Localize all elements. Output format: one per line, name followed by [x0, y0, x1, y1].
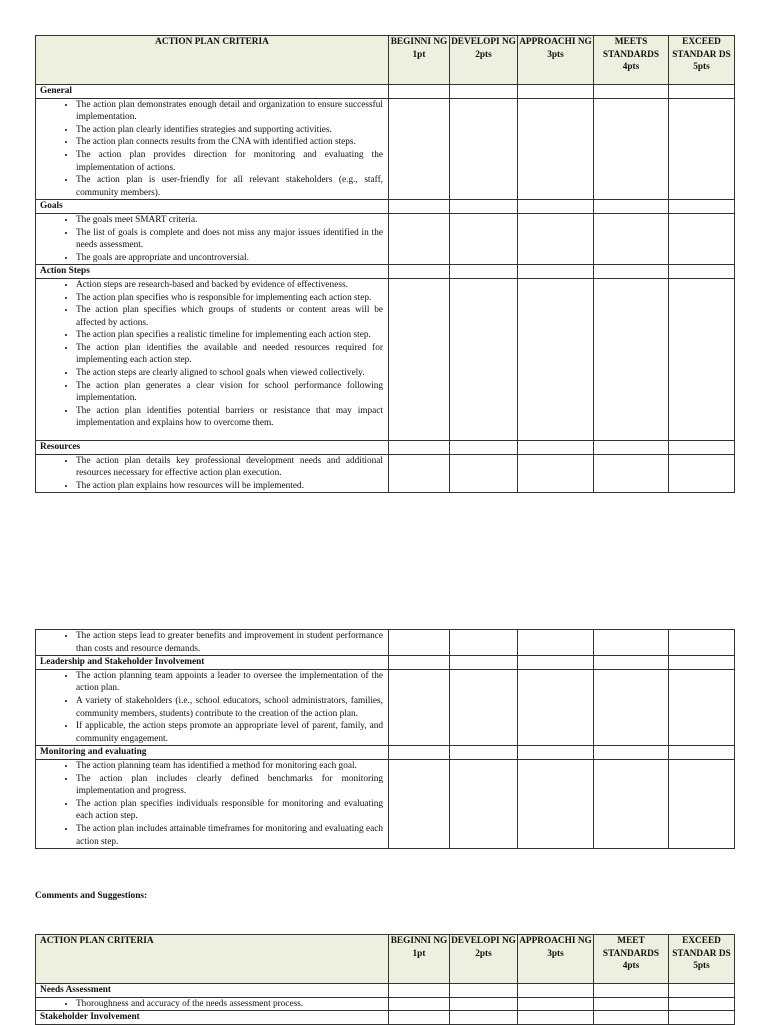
criterion-item: • The action plan identifies potential barriers or resistance that may impact implementation and explains how to overcome them. [76, 405, 383, 430]
developing-header: DEVELOPI NG 2pts [450, 935, 518, 984]
criterion-item: • The action planning team appoints a leader to oversee the implementation of the action plan. [76, 670, 383, 695]
section-title: Goals [36, 200, 389, 214]
items-row-resources [36, 454, 735, 493]
criteria-list [36, 455, 388, 493]
section-row-goals [36, 200, 735, 214]
score-cell[interactable] [669, 278, 735, 440]
score-cell[interactable] [669, 759, 735, 848]
score-cell[interactable] [389, 441, 450, 455]
section-title: Needs Assessment [36, 984, 389, 998]
criterion-item: • The action plan includes attainable timeframes for monitoring and evaluating each action step. [76, 823, 383, 848]
approaching-header: APPROACHI NG 3pts [518, 36, 594, 85]
meets-header: MEETS STANDARDS 4pts [594, 36, 669, 85]
header-row [36, 36, 735, 85]
criteria-header: ACTION PLAN CRITERIA [36, 935, 389, 984]
rubric-table-page3 [35, 934, 735, 1025]
score-cell[interactable] [669, 1011, 735, 1025]
section-title: Leadership and Stakeholder Involvement [36, 656, 389, 670]
score-cell[interactable] [450, 984, 518, 998]
score-cell[interactable] [518, 1011, 594, 1025]
section-row-general [36, 85, 735, 99]
criterion-item: • Action steps are research-based and backed by evidence of effectiveness. [76, 279, 383, 292]
score-cell[interactable] [389, 669, 450, 746]
score-cell[interactable] [450, 669, 518, 746]
score-cell[interactable] [594, 454, 669, 493]
score-cell[interactable] [389, 265, 450, 279]
score-cell[interactable] [450, 656, 518, 670]
criterion-item: • The goals meet SMART criteria. [76, 214, 383, 227]
criterion-item: • The action plan clearly identifies strategies and supporting activities. [76, 124, 383, 137]
criterion-item: • The action plan explains how resources will be implemented. [76, 480, 383, 493]
criterion-item: • A variety of stakeholders (i.e., school educators, school administrators, families, community members, students) contribute to the creation of the action plan. [76, 695, 383, 720]
score-cell[interactable] [389, 278, 450, 440]
score-cell[interactable] [389, 213, 450, 264]
section-row-resources [36, 441, 735, 455]
score-cell[interactable] [518, 98, 594, 200]
criterion-item: • The action plan includes clearly defined benchmarks for monitoring implementation and progress. [76, 773, 383, 798]
rubric-table-page1 [35, 35, 735, 493]
criterion-item: • The action plan specifies who is responsible for implementing each action step. [76, 292, 383, 305]
score-cell[interactable] [450, 98, 518, 200]
items-row-leadership [36, 669, 735, 746]
score-cell[interactable] [450, 213, 518, 264]
score-cell[interactable] [669, 454, 735, 493]
criterion-item: • The list of goals is complete and does not miss any major issues identified in the needs assessment. [76, 227, 383, 252]
score-cell[interactable] [669, 265, 735, 279]
score-cell[interactable] [389, 746, 450, 760]
score-cell[interactable] [518, 441, 594, 455]
criterion-item: • The action plan connects results from the CNA with identified action steps. [76, 136, 383, 149]
score-cell[interactable] [389, 1011, 450, 1025]
score-cell[interactable] [389, 85, 450, 99]
beginning-header: BEGINNI NG 1pt [389, 935, 450, 984]
criterion-item: • The action plan demonstrates enough detail and organization to ensure successful implementation. [76, 99, 383, 124]
criteria-list [36, 630, 388, 655]
criterion-item: • The action plan details key professional development needs and additional resources necessary for effective action plan execution. [76, 455, 383, 480]
score-cell[interactable] [518, 278, 594, 440]
section-row-needs [36, 984, 735, 998]
score-cell[interactable] [669, 984, 735, 998]
score-cell[interactable] [450, 997, 518, 1011]
score-cell[interactable] [594, 656, 669, 670]
criterion-item: • The action plan identifies the available and needed resources required for implementing each action step. [76, 342, 383, 367]
meets-header: MEET STANDARDS 4pts [594, 935, 669, 984]
score-cell[interactable] [450, 441, 518, 455]
score-cell[interactable] [669, 213, 735, 264]
criterion-item: • Thoroughness and accuracy of the needs assessment process. [76, 998, 383, 1011]
criterion-item: • The action plan provides direction for monitoring and evaluating the implementation of actions. [76, 149, 383, 174]
section-title: Resources [36, 441, 389, 455]
score-cell[interactable] [450, 1011, 518, 1025]
score-cell[interactable] [389, 984, 450, 998]
score-cell[interactable] [669, 656, 735, 670]
items-row-monitoring [36, 759, 735, 848]
score-cell[interactable] [450, 746, 518, 760]
exceeds-header: EXCEED STANDAR DS 5pts [669, 935, 735, 984]
score-cell[interactable] [518, 630, 594, 656]
comments-label: Comments and Suggestions: [35, 891, 148, 901]
score-cell[interactable] [518, 984, 594, 998]
approaching-header: APPROACHI NG 3pts [518, 935, 594, 984]
score-cell[interactable] [594, 997, 669, 1011]
section-title: Monitoring and evaluating [36, 746, 389, 760]
score-cell[interactable] [518, 200, 594, 214]
score-cell[interactable] [594, 278, 669, 440]
score-cell[interactable] [594, 85, 669, 99]
score-cell[interactable] [450, 85, 518, 99]
score-cell[interactable] [518, 669, 594, 746]
score-cell[interactable] [594, 200, 669, 214]
score-cell[interactable] [518, 454, 594, 493]
criterion-item: • The action plan specifies which groups of students or content areas will be affected by actions. [76, 304, 383, 329]
criteria-header: ACTION PLAN CRITERIA [36, 36, 389, 85]
rubric-table-page2 [35, 629, 735, 849]
section-row-leadership [36, 656, 735, 670]
score-cell[interactable] [669, 85, 735, 99]
criteria-list [36, 99, 388, 200]
developing-header: DEVELOPI NG 2pts [450, 36, 518, 85]
score-cell[interactable] [389, 200, 450, 214]
score-cell[interactable] [594, 984, 669, 998]
score-cell[interactable] [669, 630, 735, 656]
beginning-header: BEGINNI NG 1pt [389, 36, 450, 85]
score-cell[interactable] [594, 746, 669, 760]
score-cell[interactable] [450, 759, 518, 848]
score-cell[interactable] [594, 265, 669, 279]
score-cell[interactable] [450, 278, 518, 440]
items-row-action-steps [36, 278, 735, 440]
score-cell[interactable] [518, 265, 594, 279]
items-row-goals [36, 213, 735, 264]
score-cell[interactable] [450, 200, 518, 214]
score-cell[interactable] [669, 669, 735, 746]
criteria-list [36, 670, 388, 746]
header-row [36, 935, 735, 984]
score-cell[interactable] [389, 454, 450, 493]
items-row-needs [36, 997, 735, 1011]
score-cell[interactable] [669, 997, 735, 1011]
criteria-list [36, 279, 388, 440]
items-row-resources-cont [36, 630, 735, 656]
section-row-stakeholder [36, 1011, 735, 1025]
score-cell[interactable] [389, 630, 450, 656]
section-row-monitoring [36, 746, 735, 760]
criteria-list [36, 214, 388, 264]
criterion-item: • The action plan is user-friendly for all relevant stakeholders (e.g., staff, community members). [76, 174, 383, 199]
section-title: Action Steps [36, 265, 389, 279]
section-title: Stakeholder Involvement [36, 1011, 389, 1025]
score-cell[interactable] [450, 454, 518, 493]
criterion-item: • The action steps are clearly aligned to school goals when viewed collectively. [76, 367, 383, 380]
score-cell[interactable] [518, 997, 594, 1011]
score-cell[interactable] [518, 656, 594, 670]
items-row-general [36, 98, 735, 200]
score-cell[interactable] [594, 1011, 669, 1025]
criterion-item: • The action plan specifies individuals responsible for monitoring and evaluating each action step. [76, 798, 383, 823]
score-cell[interactable] [594, 213, 669, 264]
criterion-item: • The action plan generates a clear vision for school performance following implementation. [76, 380, 383, 405]
section-row-action-steps [36, 265, 735, 279]
score-cell[interactable] [669, 200, 735, 214]
score-cell[interactable] [389, 98, 450, 200]
criterion-item: • If applicable, the action steps promote an appropriate level of parent, family, and community engagement. [76, 720, 383, 745]
score-cell[interactable] [669, 98, 735, 200]
criterion-item: • The action plan specifies a realistic timeline for implementing each action step. [76, 329, 383, 342]
score-cell[interactable] [450, 265, 518, 279]
score-cell[interactable] [518, 213, 594, 264]
score-cell[interactable] [594, 630, 669, 656]
section-title: General [36, 85, 389, 99]
score-cell[interactable] [389, 656, 450, 670]
score-cell[interactable] [389, 759, 450, 848]
criteria-list [36, 760, 388, 848]
exceeds-header: EXCEED STANDAR DS 5pts [669, 36, 735, 85]
score-cell[interactable] [518, 759, 594, 848]
score-cell[interactable] [669, 441, 735, 455]
criterion-item: • The action planning team has identified a method for monitoring each goal. [76, 760, 383, 773]
criterion-item: • The action steps lead to greater benefits and improvement in student performance than costs and resource demands. [76, 630, 383, 655]
score-cell[interactable] [518, 85, 594, 99]
score-cell[interactable] [594, 759, 669, 848]
score-cell[interactable] [450, 630, 518, 656]
criteria-list [36, 998, 388, 1011]
score-cell[interactable] [518, 746, 594, 760]
score-cell[interactable] [669, 746, 735, 760]
score-cell[interactable] [389, 997, 450, 1011]
score-cell[interactable] [594, 441, 669, 455]
score-cell[interactable] [594, 98, 669, 200]
score-cell[interactable] [594, 669, 669, 746]
criterion-item: • The goals are appropriate and uncontroversial. [76, 252, 383, 265]
